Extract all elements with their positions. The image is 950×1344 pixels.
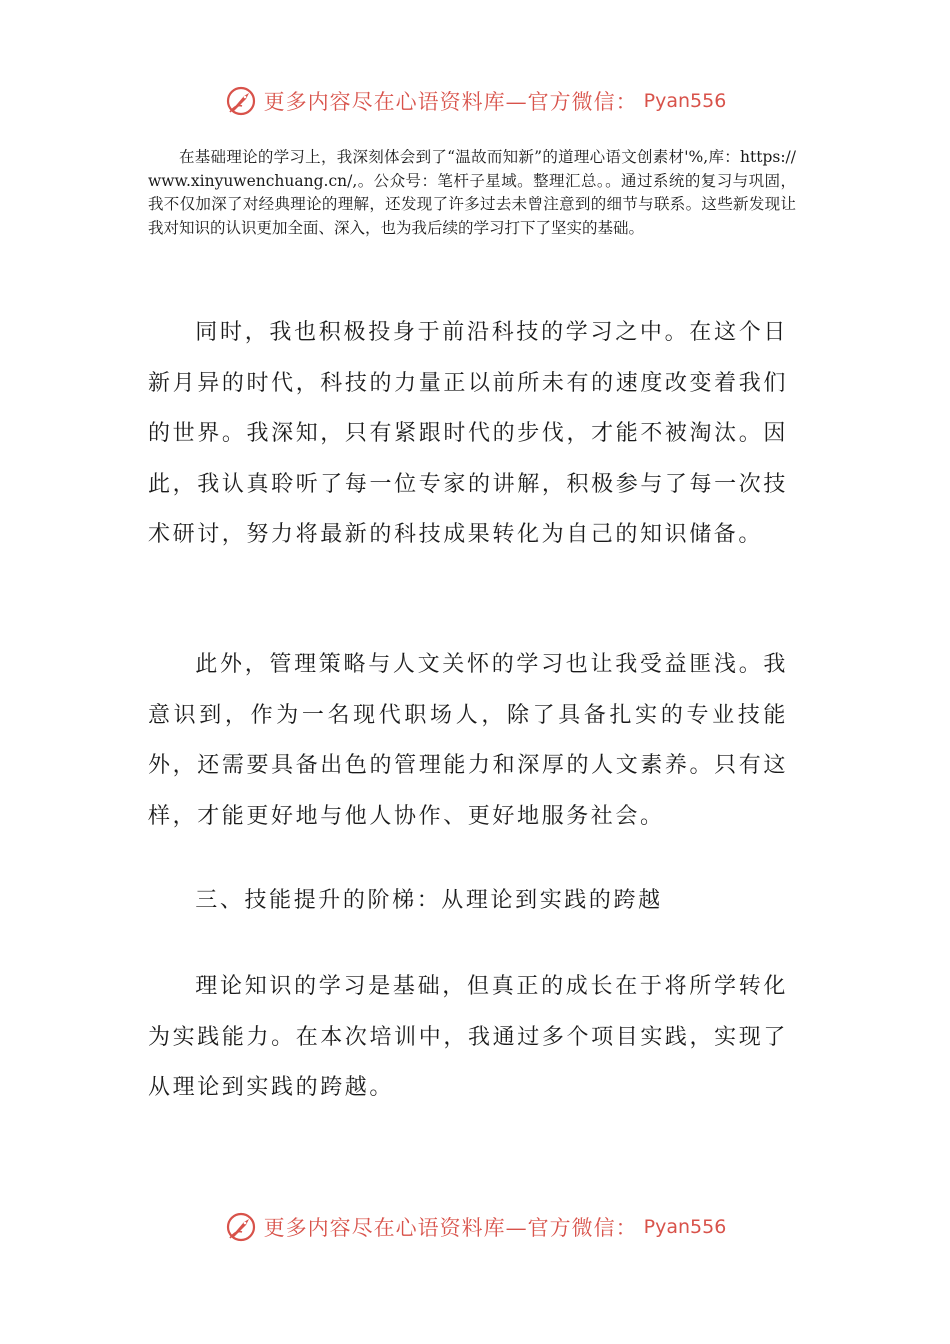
- pen-nib-logo-icon: [224, 1210, 258, 1244]
- paragraph-management-learning: 此外，管理策略与人文关怀的学习也让我受益匪浅。我意识到，作为一名现代职场人，除了具备扎实的专业技能外，还需要具备出色的管理能力和深厚的人文素养。只有这样，才能更好地与他人协作、更好地服务社会。: [148, 652, 788, 829]
- banner-wechat-id: Pyan556: [643, 1216, 727, 1238]
- intro-paragraph: 在基础理论的学习上，我深刻体会到了“温故而知新”的道理心语文创素材'%,库：https://www.xinyuwenchuang.cn/,。公众号：笔杆子星域。整理汇总。。通过系统的复习与巩固，我不仅加深了对经典理论的理解，还发现了许多过去未曾注意到的细节与联系。这些新发现让我对知识的认识更加全面、深入，也为我后续的学习打下了坚实的基础。: [148, 148, 796, 237]
- paragraph-tech-learning: 同时，我也积极投身于前沿科技的学习之中。在这个日新月异的时代，科技的力量正以前所未有的速度改变着我们的世界。我深知，只有紧跟时代的步伐，才能不被淘汰。因此，我认真聆听了每一位专家的讲解，积极参与了每一次技术研讨，努力将最新的科技成果转化为自己的知识储备。: [148, 320, 788, 547]
- header-banner: [0, 84, 950, 118]
- banner-text: 更多内容尽在心语资料库—官方微信：: [263, 1216, 638, 1240]
- banner-text: 更多内容尽在心语资料库—官方微信：: [263, 90, 638, 114]
- banner-wechat-id: Pyan556: [643, 90, 727, 112]
- pen-nib-logo-icon: [224, 84, 258, 118]
- section-heading: 三、技能提升的阶梯：从理论到实践的跨越: [195, 888, 663, 913]
- footer-banner: [0, 1210, 950, 1244]
- paragraph-practice: 理论知识的学习是基础，但真正的成长在于将所学转化为实践能力。在本次培训中，我通过多个项目实践，实现了从理论到实践的跨越。: [148, 974, 788, 1100]
